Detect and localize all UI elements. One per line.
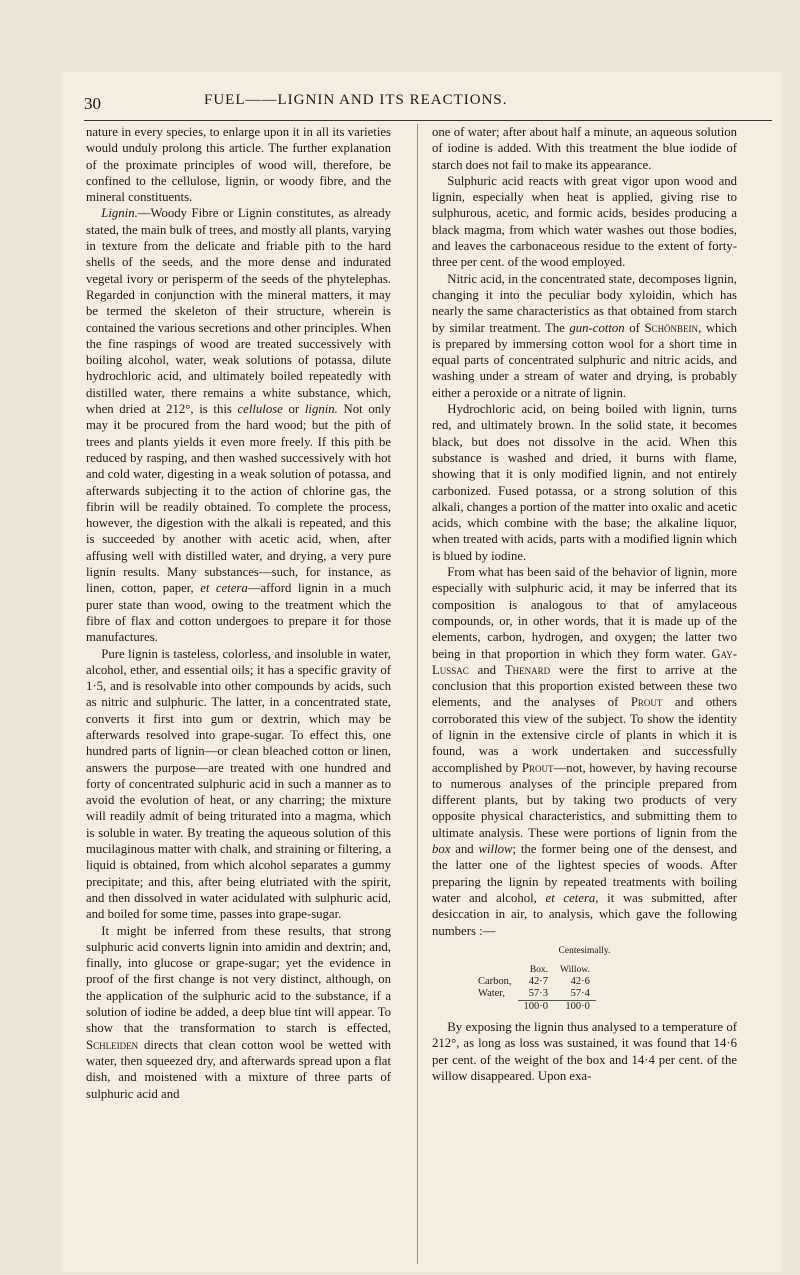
column-header-box: Box.	[529, 965, 549, 976]
paragraph: Sulphuric acid reacts with great vigor upon wood and lignin, especially when heat is applied, giving rise to sulphurous, acetic, and formic acids, besides producing a black magma, from which water washes out those bodies, and leaves the carbonaceous residue to the extent of forty-three per cent. of the wood employed.	[432, 173, 737, 270]
table-row: Carbon, 42·7 42·6	[478, 976, 590, 988]
page-number: 30	[84, 94, 101, 113]
paragraph-lignin: Lignin.—Woody Fibre or Lignin constitutes, as already stated, the main bulk of trees, and mostly all plants, varying in texture from the delicate and friable pith to the hard shells of the seeds, and the more dense and indurated vegetal ivory or perisperm of the seeds of the phytelephas. Regarded in conjunction with the mineral matters, it may be termed the skeleton of their structure, wherein is contained the various secretions and other principles. When the fine raspings of wood are treated successively with boiling alcohol, water, weak solutions of potassa, dilute hydrochloric acid, and ultimately boiled repeatedly with distilled water, there remains a white substance, which, when dried at 212°, is this cellulose or lignin. Not only may it be procured from the hard wood; but the pith of trees and plants yields it even more freely. If this pith be reduced by rasping, and then washed successively with hot and cold water, digesting in a weak solution of potassa, and afterwards subjecting it to the action of chlorine gas, the fibrin will be readily obtained. To complete the process, however, the digestion with the alkali is repeated, and this is succeeded by another with acetic acid, when, after affusing well with distilled water, and drying, a very pure lignin results. Many substances—such, for instance, as linen, cotton, paper, et cetera—afford lignin in a much purer state than wood, owing to the treatment which the fibre of flax and cotton undergoes to prepare it for those manufactures.	[86, 206, 391, 645]
paragraph: nature in every species, to enlarge upon it in all its varieties would unduly prolong this article. The further explanation of the proximate principles of wood will, therefore, be confined to the cellulose, lignin, or woody fibre, and the mineral constituents.	[86, 125, 391, 205]
paragraph: Pure lignin is tasteless, colorless, and insoluble in water, alcohol, ether, and essential oils; it has a specific gravity of 1·5, and is resolvable into other compounds by acids, such as nitric and sulphuric. The latter, in a concentrated state, converts it first into gum or dextrin, which may be afterwards resolved into grape-sugar. To effect this, one hundred parts of lignin—or clean bleached cotton or linen, answers the purpose—are treated with one hundred and forty of concentrated sulphuric acid in such a manner as to avoid the evolution of heat, or any charring; the mixture will readily admit of being triturated into a magma, which is soluble in water. By treating the aqueous solution of this mucilaginous matter with chalk, and straining or filtering, a liquid is obtained, from which alcohol separates a gummy precipitate; and this, after being elutriated with the spirit, and then dissolved in water acidulated with sulphuric acid, and boiled for some time, passes into grape-sugar.	[86, 646, 391, 922]
paragraph: one of water; after about half a minute, an aqueous solution of iodine is added. With this treatment the blue iodide of starch does not fail to make its appearance.	[432, 125, 737, 172]
table-header-row	[472, 964, 596, 976]
paragraph: Hydrochloric acid, on being boiled with lignin, turns red, and ultimately brown. In the solid state, it becomes black, but does not dissolve in the acid. When this substance is washed and dried, it burns with flame, showing that it is only modified lignin, and not entirely carbonized. Fused potassa, or a strong solution of this alkali, changes a portion of the matter into oxalic and acetic acids, which combine with the base; the alkaline liquor, when treated with acids, parts with a modified lignin which is blued by iodine.	[432, 402, 737, 563]
running-title: FUEL——LIGNIN AND ITS REACTIONS.	[204, 92, 508, 108]
column-header-willow: Willow.	[560, 965, 590, 976]
analysis-table	[472, 964, 596, 1013]
table-row: Water, 57·3 57·4	[478, 988, 590, 1000]
paragraph: From what has been said of the behavior of lignin, more especially with sulphuric acid, it may be inferred that its composition is analogous to that of amylaceous compounds, or, in other words, that it is made up of the elements, carbon, hydrogen, and oxygen; the latter two being in that proportion in which they form water. Gay-Lussac and Thenard were the first to arrive at the conclusion that this proportion existed between these two elements, and the analyses of Prout and others corroborated this view of the subject. To show the identity of lignin in the extensive circle of plants in which it is found, was a work undertaken and successfully accomplished by Prout—not, however, by having recourse to numerous analyses of the principle prepared from different plants, but by taking two products of very opposite physical characteristics, and submitting them to ultimate analysis. These were portions of lignin from the box and willow; the former being one of the densest, and the latter one of the lightest species of woods. After preparing the lignin by repeated treatments with boiling water and alcohol, et cetera, it was submitted, after desiccation in air, to analysis, which gave the following numbers :—	[432, 565, 738, 938]
lignin-heading: Lignin.	[101, 206, 138, 221]
table-total-row: 100·0 100·0	[472, 1001, 596, 1014]
paragraph: By exposing the lignin thus analysed to a temperature of 212°, as long as loss was sustained, it was found that 14·6 per cent. of the weight of the box and 14·4 per cent. of the willow disappeared. Upon exa-	[432, 1020, 737, 1084]
paragraph: Nitric acid, in the concentrated state, decomposes lignin, changing it into the peculiar body xyloidin, which has nearly the same characteristics as that obtained from starch by similar treatment. The gun-cotton of Schönbein, which is prepared by immersing cotton wool for a short time in equal parts of concentrated sulphuric and nitric acids, and washing under a stream of water and drying, is probably either a peroxide or a nitrate of lignin.	[432, 271, 737, 400]
table-caption: Centesimally.	[558, 945, 611, 956]
running-head	[84, 92, 774, 118]
left-column	[86, 124, 391, 1102]
right-column	[432, 124, 737, 1084]
header-rule	[84, 120, 772, 121]
column-divider	[417, 124, 418, 1264]
paragraph: It might be inferred from these results, that strong sulphuric acid converts lignin into amidin and dextrin; and, finally, into glucose or grape-sugar; yet the evidence in proof of the first change is not very distinct, although, on the application of the sulphuric acid to the substance, if a solution of iodine be added, a deep blue tint will appear. To show that the transformation to starch is effected, Schleiden directs that clean cotton wool be wetted with water, then squeezed dry, and afterwards spread upon a flat dish, and moistened with a mixture of three parts of sulphuric acid and	[86, 923, 391, 1101]
